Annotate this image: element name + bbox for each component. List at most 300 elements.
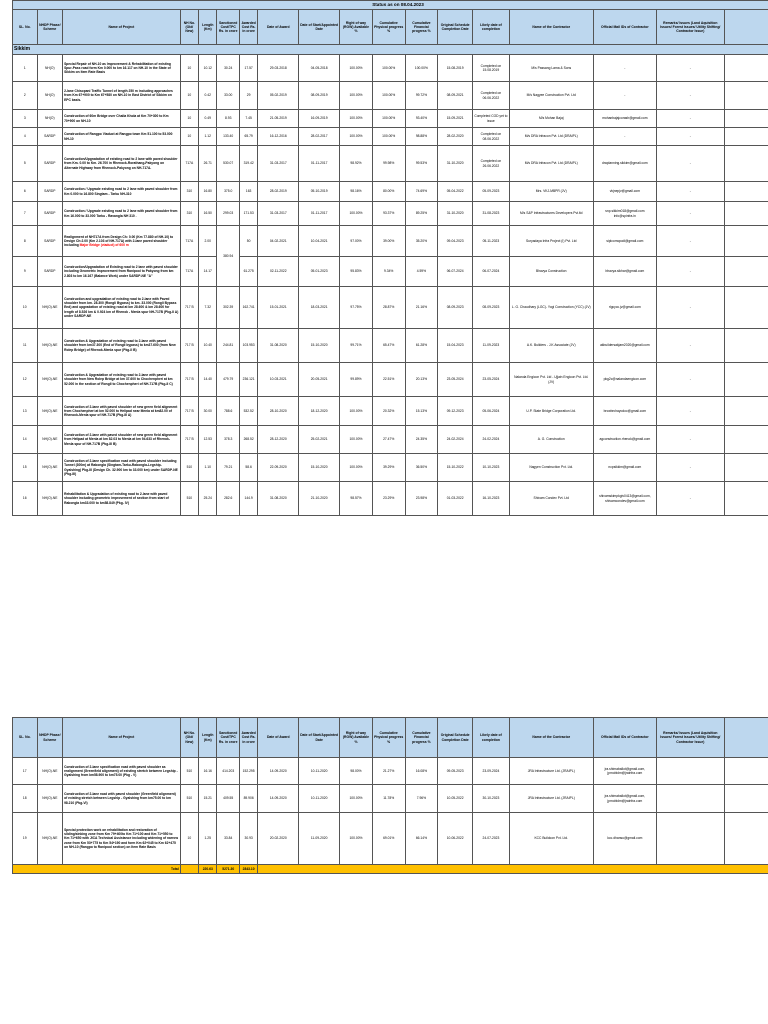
project-name: Construction of Rangpo Viaduct at Rangpo town Km 51.100 to 53.000 NH-10 <box>64 132 173 141</box>
date-start-cell: 16-09-2019 <box>299 110 340 128</box>
spacer-cell <box>724 226 768 257</box>
financial-cell: 24.35% <box>405 426 438 454</box>
row-cell: 98.00% <box>340 758 373 785</box>
header-sl-no: SL. No. <box>13 10 38 45</box>
likely-date-cell: 23-09-2024 <box>473 758 510 785</box>
awarded-cell: 171.53 <box>239 202 257 226</box>
physical-cell: 21.27% <box>372 758 405 785</box>
serial-cell: 1 <box>13 55 38 82</box>
date-award-cell: 21-05-2019 <box>258 110 299 128</box>
likely-date-cell: 11-09-2023 <box>473 329 510 363</box>
header-physical: Cumulative Physical progress % <box>372 718 405 758</box>
length-cell: 1.12 <box>199 128 217 146</box>
date-award-cell: 28-10-2020 <box>258 397 299 426</box>
state-row <box>13 45 768 55</box>
remarks-cell: - <box>657 329 724 363</box>
spacer-cell <box>724 758 768 785</box>
project-name: Construction & Upgradation of existing road to 2-lane with paved shoulder from km37.300 (End of Rongli bypass) to km37.600 (from New Rolep Bridge) of Rhenok-Menla spur (Pkg-II B) <box>64 339 176 352</box>
nh-cell: 717A <box>180 146 198 182</box>
date-award-cell: 04-02-2021 <box>258 226 299 257</box>
awarded-cell: 152.295 <box>239 758 257 785</box>
awarded-cell: 103.953 <box>239 329 257 363</box>
phase-cell: SARDP <box>37 128 63 146</box>
financial-cell: 98.88% <box>405 128 438 146</box>
phase-cell: NH(O)-NE <box>37 426 63 454</box>
table-row <box>13 785 768 813</box>
serial-cell: 17 <box>13 758 38 785</box>
project-name: Construction / Upgrade existing road to 2 lane with paved shoulder from Km 16.000 to 33.000 Tarku - Ravangla NH 310 . <box>64 209 178 218</box>
header-row-2 <box>13 718 768 758</box>
original-date-cell: 08-09-2023 <box>438 287 473 329</box>
total-filler <box>258 865 768 874</box>
spacer-cell <box>724 397 768 426</box>
project-cell <box>63 482 181 516</box>
physical-cell: 65.47% <box>372 329 405 363</box>
financial-cell: 23.98% <box>405 482 438 516</box>
header-financial: Cumulative Financial progress % <box>405 10 438 45</box>
remarks-cell <box>657 785 724 813</box>
serial-cell: 14 <box>13 426 38 454</box>
row-cell: 98.16% <box>340 182 373 202</box>
project-name: Construction / Upgrade existing road to 2 lane with paved shoulder from Km 0.000 to 16.800 Singtam - Tarku NH-310 <box>64 187 178 196</box>
project-name: Construction & Upgradation of existing road to 2-lane with paved shoulder from New Rolep Bridge at km 37.600 to Chochenpheri at km 52.000 in the section of Rongli to Chochenpheri of NH-717B (Pkg-II C) <box>64 373 173 386</box>
date-start-cell: 08-09-2019 <box>299 82 340 110</box>
table-row <box>13 226 768 257</box>
date-start-cell: 01-11-2017 <box>299 146 340 182</box>
sanctioned-cell: 30.24 <box>217 55 239 82</box>
sanctioned-cell: 788.6 <box>217 397 239 426</box>
spacer-cell <box>724 110 768 128</box>
projects-table-1 <box>12 0 768 516</box>
likely-date-cell: Completed on 15.08.2019 <box>473 55 510 82</box>
mail-cell: kcc.dhansu@gmail.com <box>593 813 656 865</box>
sanctioned-cell-merged: 380.94 <box>217 226 239 287</box>
financial-cell: 36.50% <box>405 454 438 482</box>
remarks-cell: - <box>657 426 724 454</box>
row-cell: 100.00% <box>340 397 373 426</box>
table-row <box>13 482 768 516</box>
nh-cell: 717A <box>180 257 198 287</box>
row-cell: 98.57% <box>340 482 373 516</box>
mail-cell: shivamskimpkgiv0413@gmail.com, shivamcondev@gmail.com <box>593 482 656 516</box>
length-cell: 12.53 <box>199 426 217 454</box>
mail-cell: mohanbajajcorash@gmail.com <box>593 110 656 128</box>
phase-cell: NH(O)-NE <box>37 287 63 329</box>
header-remarks: Remarks/ Issues (Land Aquisition Issues/ Forest Issues/ Utility Shifting/ Contractor Issue) <box>657 718 724 758</box>
original-date-cell: 31-10-2020 <box>438 202 473 226</box>
likely-date-cell: Completed COD yet to issue <box>473 110 510 128</box>
phase-cell: NH(O)-NE <box>37 813 63 865</box>
spacer-cell <box>724 785 768 813</box>
original-date-cell: 15-08-2019 <box>438 55 473 82</box>
date-start-cell: 05-01-2023 <box>299 257 340 287</box>
header-sl-no: SL. No. <box>13 718 38 758</box>
length-cell: 0.49 <box>199 110 217 128</box>
header-original: Original Schedule Completion Date <box>438 10 473 45</box>
sanctioned-cell: 479.79 <box>217 363 239 397</box>
project-cell <box>63 758 181 785</box>
awarded-cell: 319.42 <box>239 146 257 182</box>
header-length: Length (Km) <box>199 718 217 758</box>
remarks-cell: - <box>657 363 724 397</box>
date-start-cell: 20-05-2021 <box>299 363 340 397</box>
nh-cell: 510 <box>180 482 198 516</box>
contractor-cell: A.K. Builders - J.K Associate (JV) <box>509 329 593 363</box>
project-cell <box>63 128 181 146</box>
date-start-cell: 10-11-2020 <box>299 758 340 785</box>
mail-cell: - <box>593 55 656 82</box>
table-row <box>13 363 768 397</box>
project-name: Construction of 2-lane specification road with paved shoulder including Tunnel (300m) at Rabongla (Singtam-Tarku-Rabongla-Legship-Gyalshing) Pkg-III (Design Ch. 32.900 km to 33.000 km) under SARDP-NE (Pkg-III) <box>64 459 178 476</box>
mail-cell: snp.sikkim018@gmail.com info@spinfra.in <box>593 202 656 226</box>
physical-cell: 27.47% <box>372 426 405 454</box>
project-name: 2-lane Chisopani Traffic Tunnel of length 250 m including approaches from Km 67+900 to Km 67+580 on NH-10 in East District of Sikkim on EPC basis. <box>64 89 173 102</box>
date-start-cell: 18-03-2021 <box>299 287 340 329</box>
nh-cell: 10 <box>180 128 198 146</box>
project-name: Construction/Upgradation of Existing road to 2 lane with paved shoulder including Geometric Improvement from Ranipool to Pakyong from km 2.803 to km 16.167 (Balance Work) under SARDP-NE "A" <box>64 265 178 278</box>
header-row: Right of way (ROW) Available % <box>340 718 373 758</box>
length-cell: 10.12 <box>199 55 217 82</box>
length-cell: 30.00 <box>199 397 217 426</box>
remarks-cell <box>657 758 724 785</box>
sanctioned-cell: 282.6 <box>217 482 239 516</box>
table-row <box>13 128 768 146</box>
contractor-cell: M/s DRA Infracon Pvt. Ltd (DRAIPL) <box>509 128 593 146</box>
phase-cell: SARDP <box>37 182 63 202</box>
nh-cell: 10 <box>180 110 198 128</box>
date-award-cell: 10-03-2021 <box>258 363 299 397</box>
spacer-cell <box>724 182 768 202</box>
awarded-cell: 163 <box>239 182 257 202</box>
project-cell <box>63 257 181 287</box>
mail-cell: vkjnepjv@gmail.com <box>593 182 656 202</box>
physical-cell: 39.29% <box>372 454 405 482</box>
contractor-cell: M/s Mohan Bajaj <box>509 110 593 128</box>
date-award-cell: 31-08-2020 <box>258 482 299 516</box>
header-sanctioned: Sanctioned Cost/TPC Rs. in crore <box>217 10 239 45</box>
mail-cell: akbuildersakjam2020@gmail.com <box>593 329 656 363</box>
table-row <box>13 287 768 329</box>
nh-cell: 717A <box>180 226 198 257</box>
header-contractor: Name of the Contractor <box>509 718 593 758</box>
projects-table-2 <box>12 717 768 874</box>
row-cell: 97.75% <box>340 287 373 329</box>
original-date-cell: 31-10-2020 <box>438 146 473 182</box>
serial-cell: 9 <box>13 257 38 287</box>
serial-cell: 4 <box>13 128 38 146</box>
financial-cell: 16.08% <box>405 758 438 785</box>
status-row <box>13 1 768 10</box>
date-start-cell: 05-10-2019 <box>299 182 340 202</box>
contractor-cell: M/s Passang Lama & Sons <box>509 55 593 82</box>
original-date-cell: 10-06-2022 <box>438 813 473 865</box>
awarded-cell: 144.9 <box>239 482 257 516</box>
physical-cell: 23.29% <box>372 482 405 516</box>
phase-cell: SARDP <box>37 146 63 182</box>
row-cell: 100.00% <box>340 82 373 110</box>
awarded-cell: 58.6 <box>239 454 257 482</box>
awarded-cell: 65.79 <box>239 128 257 146</box>
nh-cell: 310 <box>180 202 198 226</box>
header-awarded: Awarded Cost Rs. in crore <box>239 10 257 45</box>
project-name: Construction of 2-lane road with paved shoulder (Greenfield alignment) of existing stretch between Legship - Gyalshing from km75.00 to km 98.210 (Pkg-VI) <box>64 792 176 805</box>
mail-cell: - <box>593 128 656 146</box>
contractor-cell: JRA Infrastructure Ltd. (JRAIPL) <box>509 785 593 813</box>
sanctioned-cell: 33.00 <box>217 82 239 110</box>
date-award-cell: 05-02-2019 <box>258 82 299 110</box>
project-cell <box>63 146 181 182</box>
total-length: 220.63 <box>199 865 217 874</box>
sanctioned-cell: 409.55 <box>217 785 239 813</box>
financial-cell: 7.96% <box>405 785 438 813</box>
header-physical: Cumulative Physical progress % <box>372 10 405 45</box>
date-start-cell: 04-05-2018 <box>299 55 340 82</box>
table-row <box>13 202 768 226</box>
length-cell: 1.25 <box>199 813 217 865</box>
remarks-cell: - <box>657 146 724 182</box>
row-cell: 97.00% <box>340 226 373 257</box>
total-sanctioned: 5271.30 <box>217 865 239 874</box>
header-date-award: Date of Award <box>258 10 299 45</box>
original-date-cell: 09-04-2023 <box>438 226 473 257</box>
sanctioned-cell: 375.0 <box>217 182 239 202</box>
nh-cell: 10 <box>180 55 198 82</box>
row-cell: 98.92% <box>340 146 373 182</box>
project-name: Construction of 2-lane specification road with paved shoulder as realignment (Greenfield alignment) of existing stretch between Legship - Gyalshing from km58.900 to km75.00 (Pkg - V) <box>64 764 178 778</box>
original-date-cell: 24-02-2024 <box>438 426 473 454</box>
contractor-cell: Bhavya Construction <box>509 257 593 287</box>
project-cell <box>63 397 181 426</box>
date-award-cell: 16-12-2016 <box>258 128 299 146</box>
phase-cell: NH(O)-NE <box>37 397 63 426</box>
table-row <box>13 813 768 865</box>
date-start-cell: 11-09-2020 <box>299 813 340 865</box>
remarks-cell: - <box>657 226 724 257</box>
serial-cell: 5 <box>13 146 38 182</box>
nh-cell: 717 B <box>180 397 198 426</box>
date-start-cell: 01-11-2017 <box>299 202 340 226</box>
financial-cell: 99.72% <box>405 82 438 110</box>
contractor-cell: Nagyen Construction Pvt. Ltd. <box>509 454 593 482</box>
header-date-award: Date of Award <box>258 718 299 758</box>
spacer-cell <box>724 82 768 110</box>
contractor-cell: M/s DRA Infracon Pvt. Ltd (DRAIPL) <box>509 146 593 182</box>
physical-cell: 9.34% <box>372 257 405 287</box>
project-cell <box>63 785 181 813</box>
serial-cell: 8 <box>13 226 38 257</box>
nh-cell: 10 <box>180 82 198 110</box>
row-cell: 100.00% <box>340 128 373 146</box>
awarded-cell: 268.52 <box>239 426 257 454</box>
date-start-cell: 18-12-2020 <box>299 397 340 426</box>
likely-date-cell: 23-05-2024 <box>473 363 510 397</box>
header-project: Name of Project <box>63 10 181 45</box>
nh-cell: 717 B <box>180 287 198 329</box>
header-date-start: Date of Start/Appointed Date <box>299 10 340 45</box>
length-cell: 1.10 <box>199 454 217 482</box>
serial-cell: 13 <box>13 397 38 426</box>
physical-cell: 100.00% <box>372 110 405 128</box>
sanctioned-cell: 302.39 <box>217 287 239 329</box>
header-sanctioned: Sanctioned Cost/TPC Rs. in crore <box>217 718 239 758</box>
length-cell: 0.42 <box>199 82 217 110</box>
original-date-cell: 05-04-2022 <box>438 182 473 202</box>
spacer-cell <box>724 146 768 182</box>
phase-cell: SARDP <box>37 257 63 287</box>
awarded-cell: 61.275 <box>239 257 257 287</box>
phase-cell: NH(O) <box>37 82 63 110</box>
header-nh-no: NH No. (Old/ New) <box>180 718 198 758</box>
awarded-cell: 30.93 <box>239 813 257 865</box>
financial-cell: 4.59% <box>405 257 438 287</box>
mail-cell: rlgcycc.jv@gmail.com <box>593 287 656 329</box>
date-start-cell: 10-04-2021 <box>299 226 340 257</box>
contractor-cell: Nalanda Engicon Pvt. Ltd - Ujjain Engicon Pvt. Ltd. (JV) <box>509 363 593 397</box>
awarded-cell: 50 <box>239 226 257 257</box>
row-cell: 100.00% <box>340 785 373 813</box>
table-row <box>13 329 768 363</box>
mail-cell: ncpsikkim@gmail.com <box>593 454 656 482</box>
header-spacer <box>724 718 768 758</box>
length-cell: 14.40 <box>199 363 217 397</box>
header-likely: Likely date of completion <box>473 718 510 758</box>
project-name: Realignment of NH717A from Design Ch: 0.00 (Km 77.880 of NH-10) to Design Ch:2.00 (Km 2.103 of NH-717A) with 2-lane paved shoulder including <box>64 234 174 248</box>
physical-cell: 11.78% <box>372 785 405 813</box>
total-row <box>13 865 768 874</box>
total-empty <box>180 865 198 874</box>
spacer-cell <box>724 128 768 146</box>
table-row <box>13 182 768 202</box>
mail-cell: draplanning.sikkim@gmail.com <box>593 146 656 182</box>
original-date-cell: 01-03-2022 <box>438 482 473 516</box>
header-project: Name of Project <box>63 718 181 758</box>
header-financial: Cumulative Financial progress % <box>405 718 438 758</box>
physical-cell: 22.51% <box>372 363 405 397</box>
state-name: Sikkim <box>13 45 768 55</box>
sanctioned-cell: 414.203 <box>217 758 239 785</box>
remarks-cell: - <box>657 55 724 82</box>
physical-cell: 100.00% <box>372 55 405 82</box>
likely-date-cell: 05-09-2023 <box>473 182 510 202</box>
project-cell <box>63 813 181 865</box>
header-length: Length (Km) <box>199 10 217 45</box>
header-awarded: Awarded Cost Rs. in crore <box>239 718 257 758</box>
header-phase: NHDP Phase/ Scheme <box>37 718 63 758</box>
contractor-cell: U.P. State Bridge Corporation Ltd. <box>509 397 593 426</box>
nh-cell: 510 <box>180 758 198 785</box>
physical-cell: 100.00% <box>372 82 405 110</box>
remarks-cell: - <box>657 482 724 516</box>
date-award-cell: 02-11-2022 <box>258 257 299 287</box>
table-row <box>13 397 768 426</box>
financial-cell: 20.13% <box>405 363 438 397</box>
phase-cell: SARDP <box>37 202 63 226</box>
mail-cell: brcwbrchayodoc@gmail.com <box>593 397 656 426</box>
project-cell <box>63 82 181 110</box>
phase-cell: NH(O) <box>37 55 63 82</box>
spacer-cell <box>724 454 768 482</box>
date-start-cell: 21-10-2020 <box>299 482 340 516</box>
original-date-cell: 15-10-2022 <box>438 454 473 482</box>
serial-cell: 3 <box>13 110 38 128</box>
total-label: Total <box>13 865 181 874</box>
likely-date-cell: Completed on 26.06.2022 <box>473 146 510 182</box>
nh-cell: 717 B <box>180 329 198 363</box>
status-title: Status as on 08.04.2023 <box>13 1 768 10</box>
sanctioned-cell: 244.81 <box>217 329 239 363</box>
contractor-cell: M/s Nagyee Construction Pvt. Ltd <box>509 82 593 110</box>
likely-date-cell: 31-08-2023 <box>473 202 510 226</box>
phase-cell: NH(O)-NE <box>37 363 63 397</box>
red-highlight-text: Major Bridge (viaduct) of 600 m <box>79 243 129 248</box>
likely-date-cell: 24-07-2023 <box>473 813 510 865</box>
date-award-cell: 28-02-2019 <box>258 182 299 202</box>
length-cell: 16.80 <box>199 182 217 202</box>
header-row <box>13 10 768 45</box>
date-award-cell: 29-03-2018 <box>258 55 299 82</box>
total-awarded: 2843.10 <box>239 865 257 874</box>
spacer-cell <box>724 287 768 329</box>
mail-cell: bhavya.sikhar@gmail.com <box>593 257 656 287</box>
contractor-cell: A. G. Construction <box>509 426 593 454</box>
length-cell: 15.21 <box>199 785 217 813</box>
contractor-cell: Shivam Condev Pvt. Ltd <box>509 482 593 516</box>
remarks-cell: - <box>657 128 724 146</box>
nh-cell: 10 <box>180 813 198 865</box>
financial-cell: 15.13% <box>405 397 438 426</box>
original-date-cell: 06-07-2024 <box>438 257 473 287</box>
mail-cell: - <box>593 82 656 110</box>
awarded-cell: 89.906 <box>239 785 257 813</box>
awarded-cell: 29 <box>239 82 257 110</box>
project-name: Special protection work on rehabilitation and restoration of sliding/sinking zone from Km 79+400to Km 71+100 and Km 71+550 to Km 71+650 with JICA Technical Assistance including widening of narrow zone from Km 53+775 to Km 54+190 and form Km 62+045 to Km 62+475 on NH-10 (Rangpo to Ranipool section) on Item Rate Basis <box>64 828 179 849</box>
contractor-cell: Mrs. VKJ-MBPR (JV) <box>509 182 593 202</box>
spacer-cell <box>724 363 768 397</box>
date-award-cell: 31-08-2020 <box>258 329 299 363</box>
likely-date-cell: 10-10-2023 <box>473 454 510 482</box>
remarks-cell: - <box>657 182 724 202</box>
date-award-cell: 22-09-2020 <box>258 454 299 482</box>
project-name: Construction of 60m Bridge over Chalia Khola at Km 70+300 to Km 70+900 on NH-10 <box>64 114 169 123</box>
nh-cell: 310 <box>180 182 198 202</box>
date-award-cell: 15-01-2021 <box>258 287 299 329</box>
date-award-cell: 31-03-2017 <box>258 146 299 182</box>
contractor-cell: JRA Infrastructure Ltd. (JRAIPL) <box>509 758 593 785</box>
row-cell: 99.89% <box>340 363 373 397</box>
likely-date-cell: 05-06-2024 <box>473 397 510 426</box>
remarks-cell: - <box>657 454 724 482</box>
physical-cell: 93.37% <box>372 202 405 226</box>
physical-cell: 39.00% <box>372 226 405 257</box>
likely-date-cell: 16-10-2023 <box>473 482 510 516</box>
contractor-cell: L. G. Chaudhary (LGC)- Yogi Construction (YCC) (JV) <box>509 287 593 329</box>
phase-cell: NH(O)-NE <box>37 758 63 785</box>
spacer-cell <box>724 426 768 454</box>
mail-cell: siplcorrapodi@gmail.com <box>593 226 656 257</box>
length-cell: 16.50 <box>199 202 217 226</box>
phase-cell: NH(O)-NE <box>37 329 63 363</box>
financial-cell: 89.25% <box>405 202 438 226</box>
serial-cell: 11 <box>13 329 38 363</box>
spacer-cell <box>724 55 768 82</box>
contractor-cell: KCC Buildcon Pvt. Ltd. <box>509 813 593 865</box>
table-row <box>13 426 768 454</box>
serial-cell: 10 <box>13 287 38 329</box>
row-cell: 100.00% <box>340 813 373 865</box>
header-mail: Official Mail IDs of Contractor <box>593 718 656 758</box>
nh-cell: 510 <box>180 454 198 482</box>
date-award-cell: 28-12-2020 <box>258 426 299 454</box>
